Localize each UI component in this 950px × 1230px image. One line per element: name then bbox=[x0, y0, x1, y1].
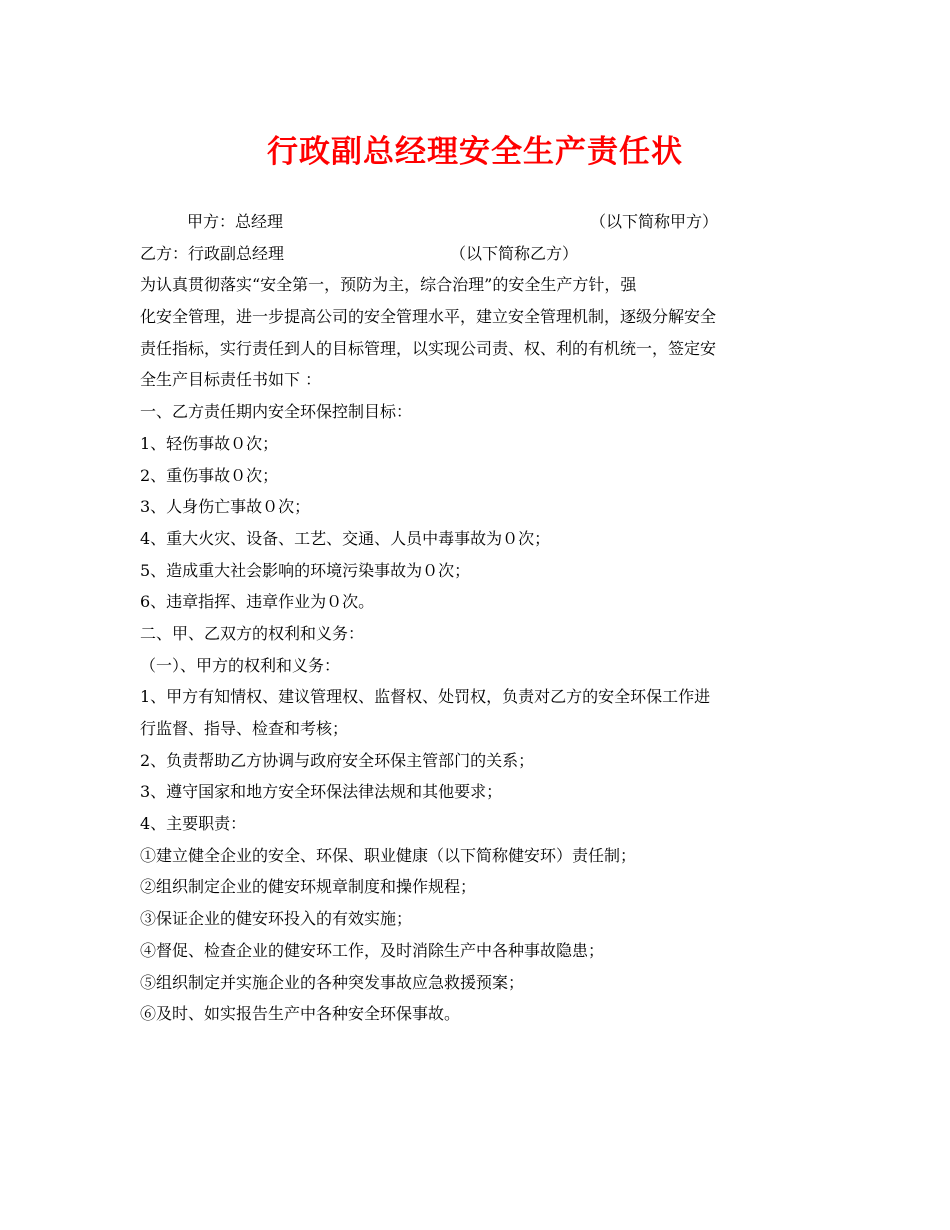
list-item: 3、遵守国家和地方安全环保法律法规和其他要求； bbox=[140, 782, 503, 802]
party-b-label: 乙方：行政副总经理 bbox=[140, 243, 285, 263]
party-a-label: 甲方：总经理 bbox=[187, 212, 284, 231]
duty-item: ③保证企业的健安环投入的有效实施； bbox=[140, 909, 413, 929]
party-b-note: （以下简称乙方） bbox=[450, 243, 579, 263]
duty-item: ④督促、检查企业的健安环工作，及时消除生产中各种事故隐患； bbox=[140, 940, 605, 960]
document-title: 行政副总经理安全生产责任状 bbox=[267, 134, 683, 170]
list-item: 4、主要职责： bbox=[140, 814, 247, 834]
list-item: 1、轻伤事故０次； bbox=[140, 433, 279, 453]
party-a-row bbox=[140, 206, 815, 238]
list-item: 6、违章指挥、违章作业为０次。 bbox=[140, 592, 375, 612]
list-item: 行监督、指导、检查和考核； bbox=[140, 719, 349, 738]
list-item: 1、甲方有知情权、建议管理权、监督权、处罚权，负责对乙方的安全环保工作进 bbox=[140, 687, 711, 707]
section2-sub-heading: （一）、甲方的权利和义务： bbox=[140, 655, 341, 675]
intro-line: 化安全管理，进一步提高公司的安全管理水平，建立安全管理机制，逐级分解安全 bbox=[140, 307, 717, 327]
intro-line: 责任指标，实行责任到人的目标管理，以实现公司责、权、利的有机统一，签定安 bbox=[140, 338, 717, 358]
duty-item: ①建立健全企业的安全、环保、职业健康（以下简称健安环）责任制； bbox=[140, 845, 637, 865]
list-item: 5、造成重大社会影响的环境污染事故为０次； bbox=[140, 560, 471, 580]
party-a-note: （以下简称甲方） bbox=[590, 212, 719, 231]
document-body bbox=[140, 206, 815, 1030]
section1-heading: 一、乙方责任期内安全环保控制目标： bbox=[140, 402, 413, 422]
intro-line: 为认真贯彻落实“安全第一，预防为主，综合治理”的安全生产方针，强 bbox=[140, 275, 637, 295]
list-item: 2、负责帮助乙方协调与政府安全环保主管部门的关系； bbox=[140, 750, 535, 770]
list-item: 3、人身伤亡事故０次； bbox=[140, 497, 311, 517]
list-item: 4、重大火灾、设备、工艺、交通、人员中毒事故为０次； bbox=[140, 528, 551, 548]
section2-heading: 二、甲、乙双方的权利和义务： bbox=[140, 623, 365, 643]
duty-item: ⑤组织制定并实施企业的各种突发事故应急救援预案； bbox=[140, 972, 525, 992]
duty-item: ②组织制定企业的健安环规章制度和操作规程； bbox=[140, 877, 477, 897]
intro-line: 全生产目标责任书如下 ： bbox=[140, 370, 322, 390]
duty-item: ⑥及时、如实报告生产中各种安全环保事故。 bbox=[140, 1004, 461, 1024]
party-b-row bbox=[140, 238, 815, 270]
list-item: 2、重伤事故０次； bbox=[140, 465, 279, 485]
